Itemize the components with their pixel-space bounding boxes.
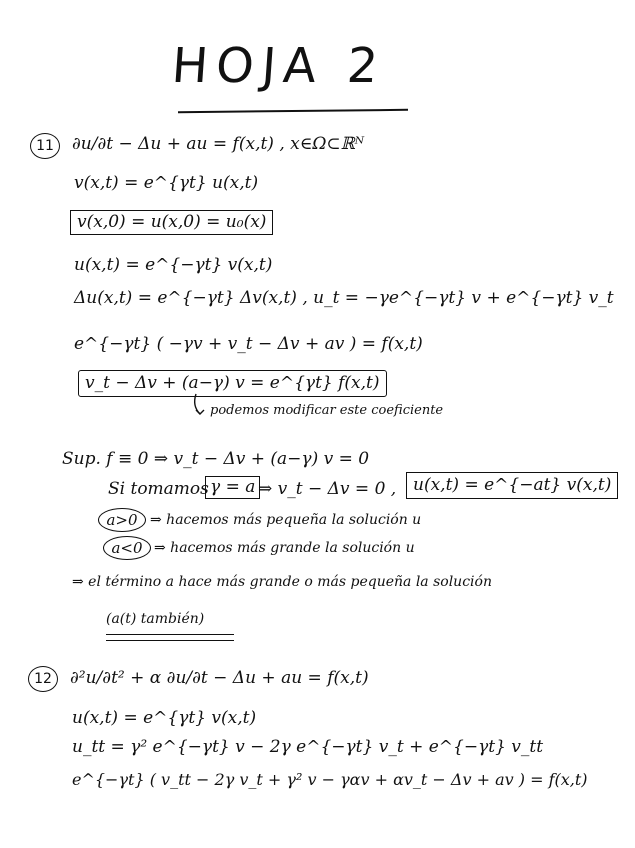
ex12-substitution: u(x,t) = e^{γt} v(x,t)	[72, 708, 257, 728]
ex11-derivatives: Δu(x,t) = e^{−γt} Δv(x,t) , u_t = −γe^{−γt} v + e^{−γt} v_t	[74, 288, 614, 308]
ex11-annotation: podemos modificar este coeficiente	[210, 403, 444, 418]
ex11-substitution: v(x,t) = e^{γt} u(x,t)	[74, 173, 259, 193]
ex12-combined: e^{−γt} ( v_tt − 2γ v_t + γ² v − γαv + αv_t − Δv + av ) = f(x,t)	[72, 770, 588, 789]
case-positive-oval: a>0	[98, 508, 146, 532]
ex11-supposing: Sup. f ≡ 0 ⇒ v_t − Δv + (a−γ) v = 0	[62, 449, 370, 469]
conclusion-double-underline	[106, 634, 234, 641]
annotation-arrow-icon	[190, 394, 210, 420]
ex11-combined: e^{−γt} ( −γv + v_t − Δv + av ) = f(x,t)	[74, 334, 423, 354]
ex11-choose-box: γ = a	[205, 476, 260, 499]
case-negative-oval: a<0	[103, 536, 151, 560]
exercise-12-number: 12	[28, 666, 58, 692]
ex11-choose-mid: ⇒ v_t − Δv = 0 ,	[258, 479, 397, 499]
ex11-conclusion: ⇒ el término a hace más grande o más pequeña la solución	[72, 574, 492, 590]
ex11-conclusion-note: (a(t) también)	[106, 611, 205, 627]
ex11-choose-result-box: u(x,t) = e^{−at} v(x,t)	[406, 472, 618, 499]
ex12-equation: ∂²u/∂t² + α ∂u/∂t − Δu + au = f(x,t)	[70, 668, 369, 688]
case-positive-text: ⇒ hacemos más pequeña la solución u	[150, 512, 422, 528]
ex11-equation: ∂u/∂t − Δu + au = f(x,t) , x∈Ω⊂ℝᴺ	[72, 134, 365, 154]
exercise-11-number: 11	[30, 133, 60, 159]
ex11-inverse: u(x,t) = e^{−γt} v(x,t)	[74, 255, 273, 275]
page-title: HOJA 2	[170, 38, 388, 94]
ex11-result-box: v_t − Δv + (a−γ) v = e^{γt} f(x,t)	[78, 370, 387, 397]
ex11-choose-prefix: Si tomamos	[108, 479, 209, 499]
ex11-initial-condition: v(x,0) = u(x,0) = u₀(x)	[70, 210, 273, 235]
title-underline	[178, 109, 408, 113]
ex12-utt: u_tt = γ² e^{−γt} v − 2γ e^{−γt} v_t + e^{−γt} v_tt	[72, 737, 544, 757]
case-negative-text: ⇒ hacemos más grande la solución u	[154, 540, 415, 556]
